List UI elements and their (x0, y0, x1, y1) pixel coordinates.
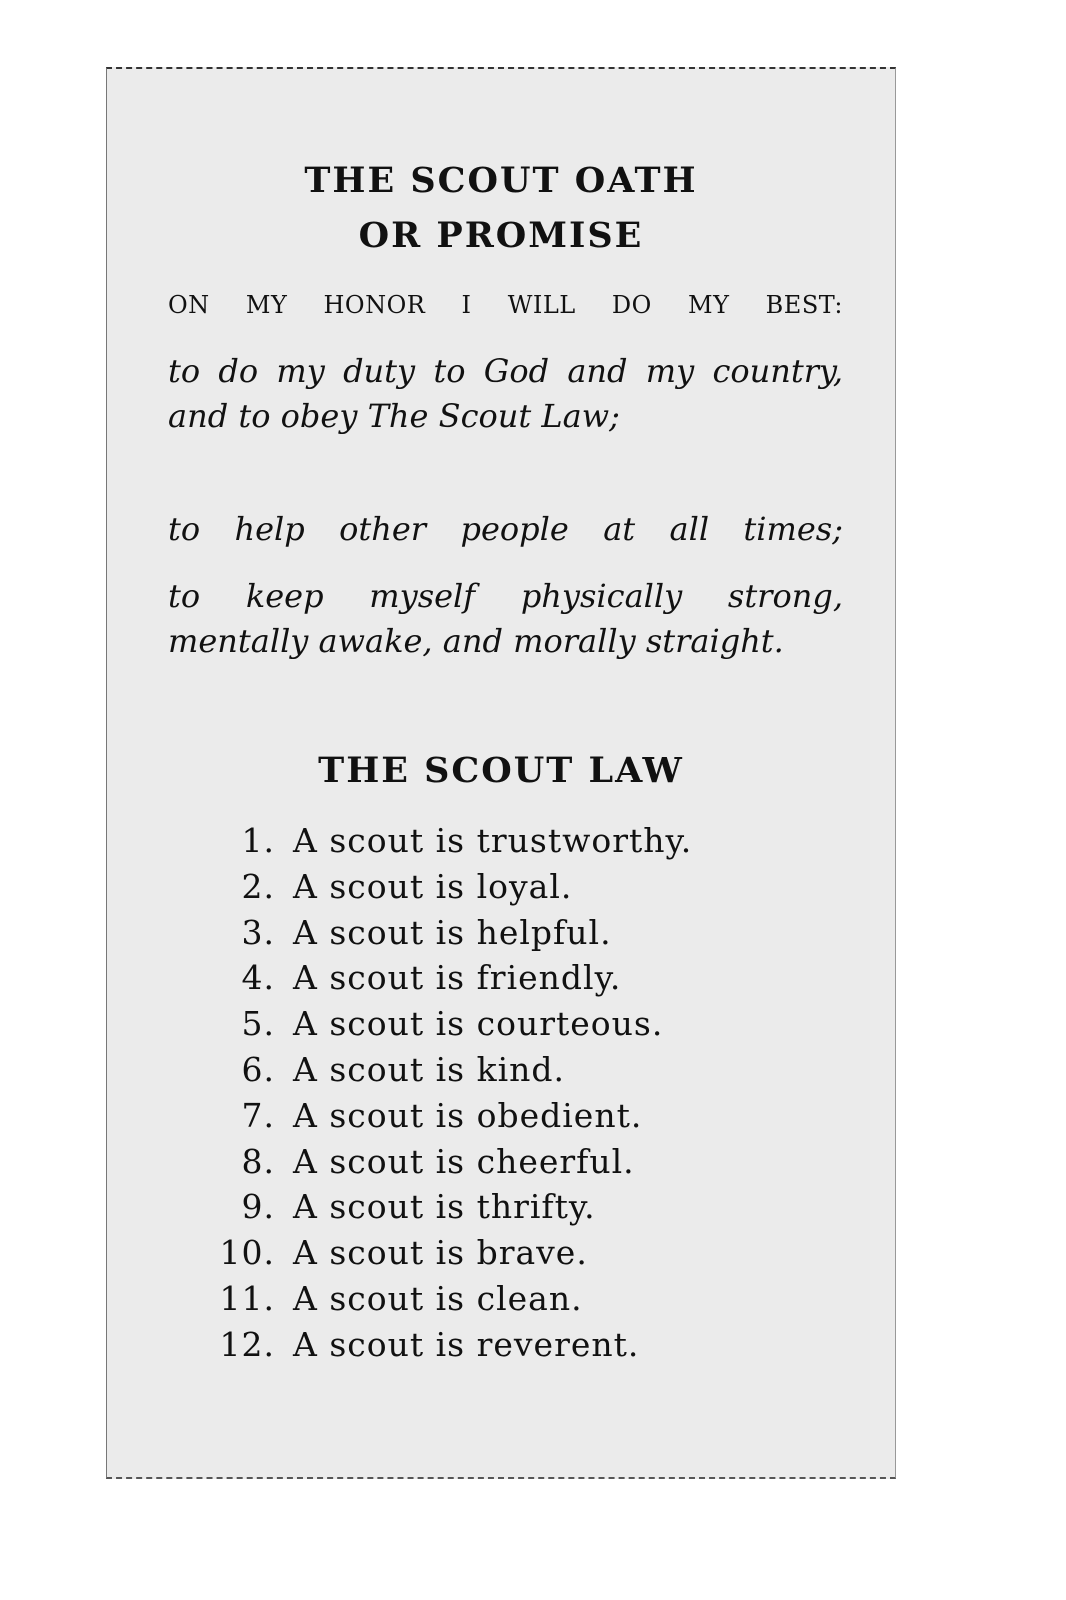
law-item (197, 1230, 692, 1276)
law-item-number: 4. (241, 958, 275, 998)
law-item-text: A scout is helpful. (293, 912, 612, 952)
oath-paragraph-duty: to do my duty to God and my country, and to obey The Scout Law; (168, 352, 843, 435)
law-item-text: A scout is brave. (293, 1233, 588, 1273)
law-item-text: A scout is clean. (293, 1278, 583, 1318)
law-item-text: A scout is reverent. (293, 1324, 640, 1364)
law-item (197, 1276, 692, 1322)
law-item (197, 1093, 692, 1139)
law-item-text: A scout is friendly. (293, 958, 622, 998)
law-item-text: A scout is trustworthy. (293, 821, 693, 860)
law-item-text: A scout is thrifty. (293, 1187, 596, 1227)
law-item (197, 955, 692, 1001)
law-item-number: 9. (241, 1187, 275, 1227)
law-item-number: 7. (241, 1095, 275, 1135)
law-item (197, 1139, 692, 1185)
law-item (197, 818, 692, 864)
oath-paragraph-help: to help other people at all times; (168, 510, 843, 548)
law-item-number: 1. (241, 821, 275, 860)
law-item-text: A scout is kind. (293, 1049, 566, 1089)
law-item (197, 864, 692, 910)
law-item-text: A scout is courteous. (293, 1004, 664, 1044)
law-item-number: 8. (241, 1141, 275, 1181)
law-item (197, 1047, 692, 1093)
law-item-number: 11. (219, 1278, 275, 1318)
law-item-number: 6. (241, 1049, 275, 1089)
law-item-number: 5. (241, 1004, 275, 1044)
law-item-number: 3. (241, 912, 275, 952)
law-item-number: 10. (219, 1233, 275, 1273)
law-item (197, 1322, 692, 1368)
law-list (197, 818, 692, 1368)
law-item-text: A scout is loyal. (293, 866, 573, 906)
law-item (197, 1001, 692, 1047)
law-item-text: A scout is obedient. (293, 1095, 643, 1135)
oath-paragraph-strong: to keep myself physically strong, mentally awake, and morally straight. (168, 577, 843, 660)
law-item (197, 1184, 692, 1230)
law-item-number: 2. (241, 866, 275, 906)
oath-title-line2: OR PROMISE (358, 215, 644, 256)
law-item-text: A scout is cheerful. (293, 1141, 635, 1181)
law-item (197, 910, 692, 956)
oath-intro: ON MY HONOR I WILL DO MY BEST: (168, 291, 843, 319)
law-item-number: 12. (219, 1324, 275, 1364)
scout-card (106, 67, 896, 1479)
law-title: THE SCOUT LAW (318, 750, 684, 791)
oath-title-line1: THE SCOUT OATH (304, 160, 698, 201)
